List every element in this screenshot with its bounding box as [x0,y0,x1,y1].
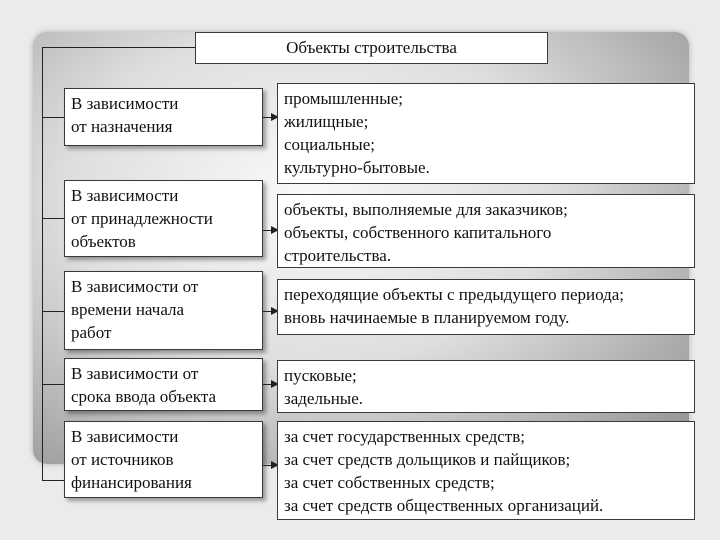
category-box-purpose [64,88,263,146]
arrow-line-5 [263,465,271,466]
item-text: за счет средств дольщиков и пайщиков; [284,450,571,469]
item-text: культурно-бытовые. [284,158,430,177]
category-text: финансирования [71,473,192,492]
category-text: от назначения [71,117,173,136]
spine-line [42,47,43,480]
category-text: объектов [71,232,136,251]
category-text: времени начала [71,300,185,319]
item-text: объекты, собственного капитального [284,223,552,242]
item-text: жилищные; [284,112,369,131]
arrow-line-3 [263,311,271,312]
title-connector [42,47,195,48]
branch-5 [42,480,64,481]
items-box-financing [277,421,695,520]
items-box-purpose [277,83,695,184]
category-text: В зависимости [71,186,179,205]
category-box-ownership [64,180,263,257]
branch-4 [42,384,64,385]
arrow-line-1 [263,117,271,118]
category-text: работ [71,323,112,342]
item-text: переходящие объекты с предыдущего периода; [284,285,625,304]
item-text: за счет государственных средств; [284,427,525,446]
item-text: социальные; [284,135,375,154]
item-text: за счет средств общественных организаций. [284,496,604,515]
item-text: пусковые; [284,366,357,385]
category-text: от источников [71,450,174,469]
category-text: В зависимости от [71,277,199,296]
category-text: от принадлежности [71,209,213,228]
item-text: промышленные; [284,89,403,108]
arrow-line-4 [263,384,271,385]
item-text: задельные. [284,389,364,408]
category-box-commissioning [64,358,263,411]
item-text: вновь начинаемые в планируемом году. [284,308,570,327]
category-text: В зависимости от [71,364,199,383]
branch-3 [42,311,64,312]
items-box-start-time [277,279,695,335]
diagram-title [195,32,548,64]
category-text: В зависимости [71,94,179,113]
category-text: срока ввода объекта [71,387,217,406]
item-text: строительства. [284,246,392,265]
category-text: В зависимости [71,427,179,446]
category-box-start-time [64,271,263,350]
arrow-line-2 [263,230,271,231]
branch-1 [42,117,64,118]
branch-2 [42,218,64,219]
item-text: за счет собственных средств; [284,473,495,492]
diagram-title-text: Объекты строительства [286,38,457,57]
category-box-financing [64,421,263,498]
items-box-ownership [277,194,695,268]
items-box-commissioning [277,360,695,413]
item-text: объекты, выполняемые для заказчиков; [284,200,568,219]
